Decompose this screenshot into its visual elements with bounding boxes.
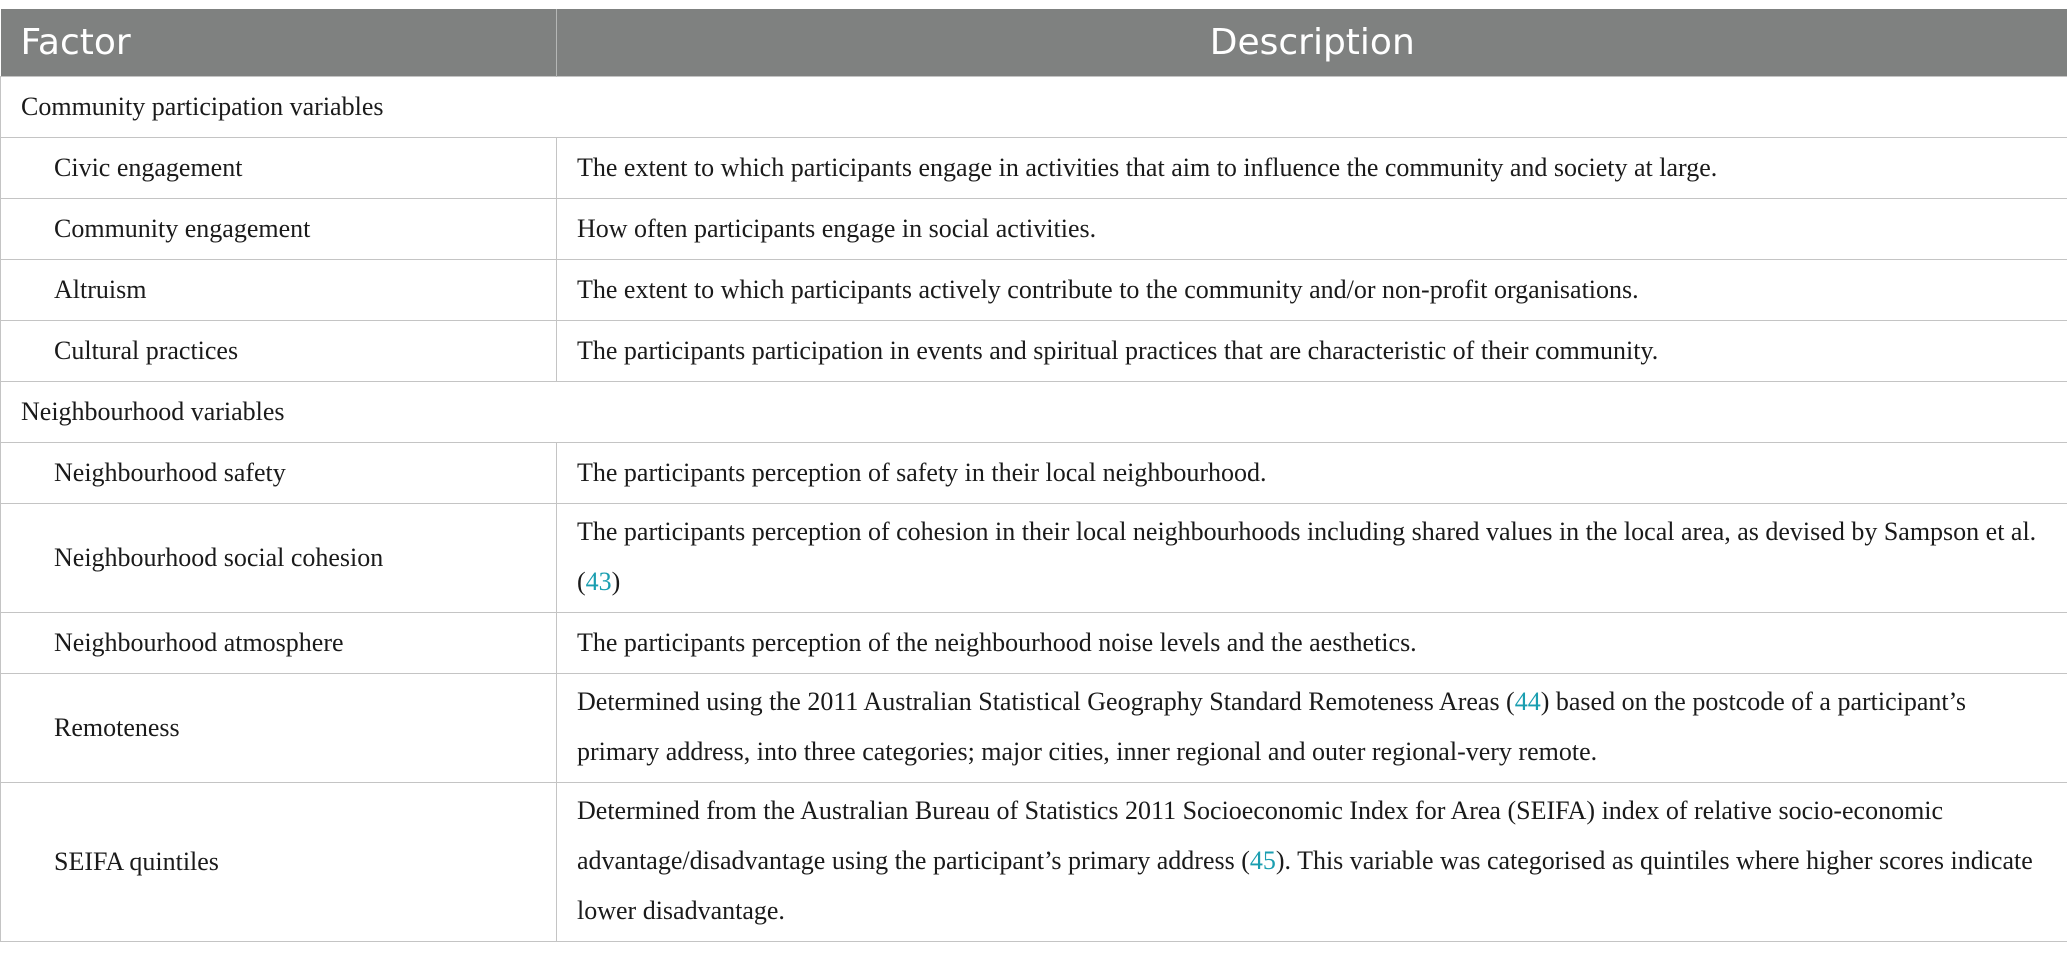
factor-cell: Altruism [1, 260, 557, 321]
variables-table [0, 9, 2067, 942]
description-cell: The participants perception of safety in their local neighbourhood. [557, 443, 2067, 504]
table-row [1, 783, 2067, 942]
table-row [1, 138, 2067, 199]
header-description: Description [557, 9, 2067, 77]
description-text: ) based on the postcode of a participant’s primary address, into three categories; major cities, inner regional and outer regional-very remote. [577, 687, 1966, 766]
section-row [1, 77, 2067, 138]
header-factor: Factor [1, 9, 557, 77]
table-row [1, 613, 2067, 674]
description-cell: The extent to which participants engage in activities that aim to influence the community and society at large. [557, 138, 2067, 199]
description-cell [557, 783, 2067, 942]
header-row [1, 9, 2067, 77]
factor-cell: Remoteness [1, 674, 557, 783]
table-row [1, 674, 2067, 783]
description-cell: The participants perception of the neighbourhood noise levels and the aesthetics. [557, 613, 2067, 674]
section-row [1, 382, 2067, 443]
description-cell [557, 504, 2067, 613]
reference-link[interactable]: 43 [585, 567, 612, 596]
description-text: The participants perception of cohesion in their local neighbourhoods including shared values in the local area, as devised by Sampson et al. ( [577, 517, 2037, 596]
table-row [1, 504, 2067, 613]
factor-cell: Neighbourhood social cohesion [1, 504, 557, 613]
description-cell [557, 674, 2067, 783]
description-cell: The extent to which participants actively contribute to the community and/or non-profit organisations. [557, 260, 2067, 321]
factor-cell: Cultural practices [1, 321, 557, 382]
table-row [1, 260, 2067, 321]
factor-cell: Civic engagement [1, 138, 557, 199]
description-text: Determined from the Australian Bureau of Statistics 2011 Socioeconomic Index for Area (SEIFA) index of relative socio-economic advantage/disadvantage using the participant’s primary address ( [577, 796, 1944, 875]
reference-link[interactable]: 45 [1249, 846, 1276, 875]
description-text: Determined using the 2011 Australian Statistical Geography Standard Remoteness Areas ( [577, 687, 1515, 716]
factor-cell: SEIFA quintiles [1, 783, 557, 942]
factor-cell: Community engagement [1, 199, 557, 260]
factor-cell: Neighbourhood safety [1, 443, 557, 504]
table-row [1, 443, 2067, 504]
table-row [1, 199, 2067, 260]
section-title: Neighbourhood variables [1, 382, 2067, 443]
description-cell: How often participants engage in social activities. [557, 199, 2067, 260]
description-text: ) [611, 567, 621, 596]
reference-link[interactable]: 44 [1514, 687, 1541, 716]
description-cell: The participants participation in events and spiritual practices that are characteristic of their community. [557, 321, 2067, 382]
factor-cell: Neighbourhood atmosphere [1, 613, 557, 674]
table-row [1, 321, 2067, 382]
description-text: ). This variable was categorised as quintiles where higher scores indicate lower disadvantage. [577, 846, 2033, 925]
section-title: Community participation variables [1, 77, 2067, 138]
